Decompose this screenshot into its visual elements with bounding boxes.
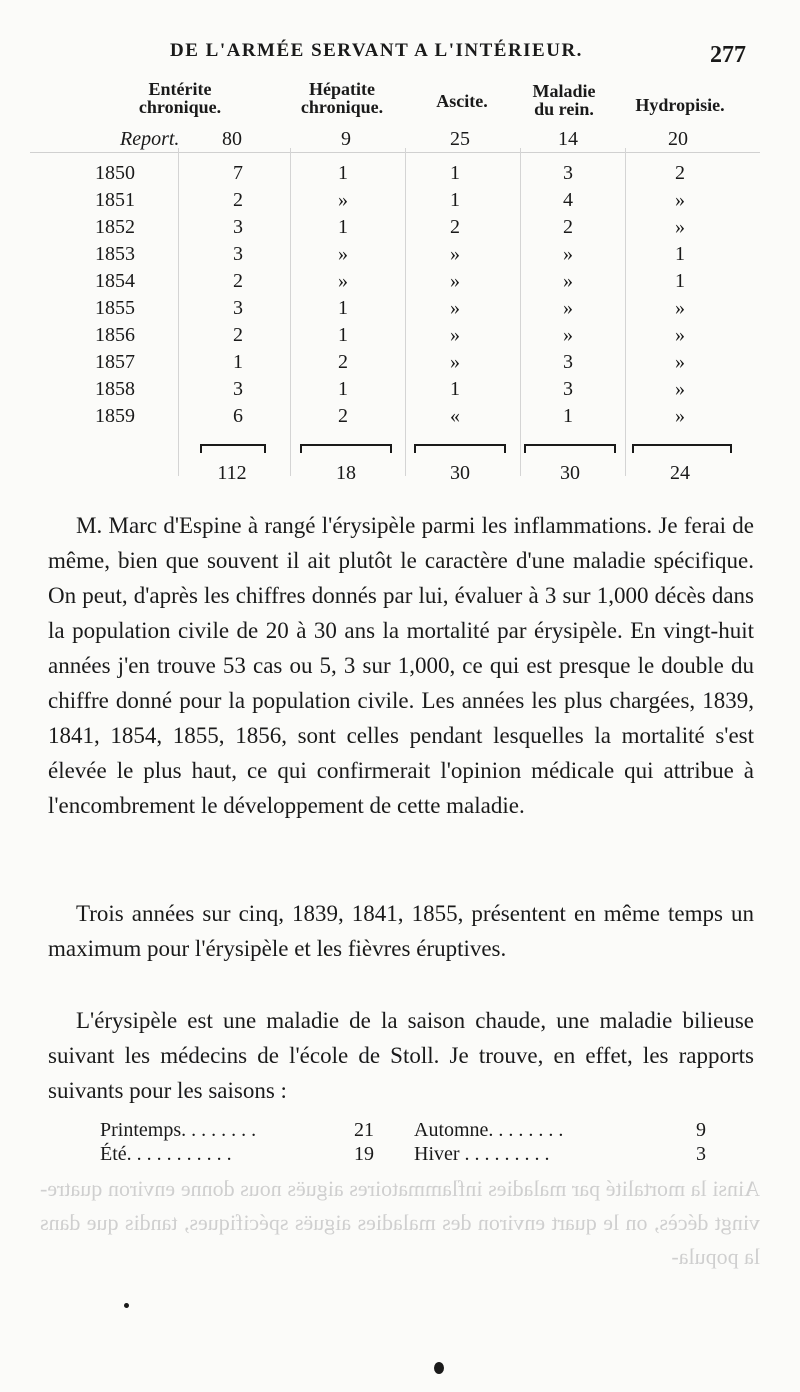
season-label: Printemps. . . . . . . . xyxy=(100,1119,257,1141)
table-cell: 6 xyxy=(233,405,243,427)
total-cell: 30 xyxy=(560,462,580,484)
table-row xyxy=(0,405,800,433)
total-cell: 30 xyxy=(450,462,470,484)
table-cell: » xyxy=(338,189,348,211)
table-cell: 2 xyxy=(233,189,243,211)
page-number: 277 xyxy=(710,42,746,68)
table-cell: » xyxy=(338,243,348,265)
year-label: 1854 xyxy=(95,270,135,292)
seasons-table xyxy=(100,1118,706,1166)
table-row xyxy=(0,270,800,298)
column-header-line: Maladie xyxy=(532,81,596,101)
table-cell: 3 xyxy=(563,378,573,400)
table-cell: » xyxy=(675,378,685,400)
table-cell: » xyxy=(675,405,685,427)
table-cell: 80 xyxy=(222,128,242,150)
table-cell: 1 xyxy=(450,189,460,211)
table-cell: » xyxy=(338,270,348,292)
table-cell: » xyxy=(675,351,685,373)
table-cell: » xyxy=(675,189,685,211)
table-cell: 2 xyxy=(233,324,243,346)
report-label: Report. xyxy=(120,128,180,150)
table-cell: 1 xyxy=(338,324,348,346)
column-header-hepatite xyxy=(272,80,412,116)
season-label: Hiver . . . . . . . . . xyxy=(414,1143,550,1165)
table-row xyxy=(0,297,800,325)
table-cell: » xyxy=(563,243,573,265)
table-cell: « xyxy=(450,405,460,427)
table-cell: 2 xyxy=(675,162,685,184)
table-cell: 1 xyxy=(563,405,573,427)
table-row xyxy=(0,216,800,244)
season-row xyxy=(100,1142,706,1166)
paragraph-erysipele: M. Marc d'Espine à rangé l'érysipèle parmi les inflammations. Je ferai de même, bien que souvent il ait plutôt le caractère d'une maladie spécifique. On peut, d'après les chiffres donnés par lui, évaluer à 3 sur 1,000 décès dans la population civile de 20 à 30 ans la mortalité par érysipèle. En vingt-huit années j'en trouve 53 cas ou 5, 3 sur 1,000, ce qui est presque le double du chiffre donné pour la population civile. Les années les plus chargées, 1839, 1841, 1854, 1855, 1856, sont celles pendant lesquelles la mortalité s'est élevée le plus haut, ce qui confirmerait l'opinion médicale qui attribue à l'encombrement le développement de cette maladie. xyxy=(48,513,754,818)
table-cell: » xyxy=(675,297,685,319)
table-cell: 1 xyxy=(338,162,348,184)
year-label: 1853 xyxy=(95,243,135,265)
column-header-line: chronique. xyxy=(300,97,384,117)
table-cell: 3 xyxy=(233,216,243,238)
column-header-line: Hépatite xyxy=(309,79,375,99)
column-header-line: Entérite xyxy=(148,79,212,99)
season-label: Automne. . . . . . . . xyxy=(414,1119,564,1141)
season-value: 9 xyxy=(696,1119,706,1141)
running-title: DE L'ARMÉE SERVANT A L'INTÉRIEUR. xyxy=(170,40,583,61)
year-label: 1855 xyxy=(95,297,135,319)
table-cell: 1 xyxy=(338,378,348,400)
ink-dot xyxy=(434,1362,444,1374)
table-cell: 1 xyxy=(675,243,685,265)
table-cell: 1 xyxy=(233,351,243,373)
sum-rule xyxy=(632,444,732,446)
year-label: 1850 xyxy=(95,162,135,184)
table-cell: 7 xyxy=(233,162,243,184)
column-header-line: Hydropisie. xyxy=(635,95,725,115)
table-cell: 3 xyxy=(233,243,243,265)
season-label: Été. . . . . . . . . . . xyxy=(100,1143,232,1165)
table-cell: 2 xyxy=(563,216,573,238)
table-cell: » xyxy=(563,324,573,346)
season-value: 3 xyxy=(696,1143,706,1165)
column-header-line: chronique. xyxy=(138,97,222,117)
table-row xyxy=(0,243,800,271)
paragraph-annees: Trois années sur cinq, 1839, 1841, 1855, présentent en même temps un maximum pour l'érysipèle et les fièvres éruptives. xyxy=(48,901,754,961)
sum-rule xyxy=(524,444,616,446)
column-header-line: Ascite. xyxy=(436,91,488,111)
table-cell: 2 xyxy=(450,216,460,238)
table-row xyxy=(0,324,800,352)
season-value: 21 xyxy=(354,1119,374,1141)
paragraph-saisons: L'érysipèle est une maladie de la saison chaude, une maladie bilieuse suivant les médecins de l'école de Stoll. Je trouve, en effet, les rapports suivants pour les saisons : xyxy=(48,1008,754,1103)
year-label: 1852 xyxy=(95,216,135,238)
table-cell: 9 xyxy=(341,128,351,150)
total-cell: 24 xyxy=(670,462,690,484)
ink-dot xyxy=(124,1303,129,1308)
column-header-hydropisie xyxy=(615,96,745,114)
table-row-totals xyxy=(0,462,800,490)
table-cell: 1 xyxy=(675,270,685,292)
table-row xyxy=(0,189,800,217)
table-cell: 20 xyxy=(668,128,688,150)
table-cell: » xyxy=(675,324,685,346)
sum-rule xyxy=(300,444,392,446)
column-header-ascite xyxy=(412,92,512,110)
table-cell: » xyxy=(450,297,460,319)
year-label: 1858 xyxy=(95,378,135,400)
table-cell: » xyxy=(450,324,460,346)
table-cell: 1 xyxy=(338,216,348,238)
table-cell: 3 xyxy=(563,162,573,184)
table-cell: 3 xyxy=(563,351,573,373)
table-cell: » xyxy=(563,270,573,292)
table-cell: 2 xyxy=(338,351,348,373)
year-label: 1851 xyxy=(95,189,135,211)
table-cell: 4 xyxy=(563,189,573,211)
season-value: 19 xyxy=(354,1143,374,1165)
table-cell: 2 xyxy=(338,405,348,427)
table-cell: » xyxy=(675,216,685,238)
table-cell: 14 xyxy=(558,128,578,150)
table-cell: 25 xyxy=(450,128,470,150)
table-cell: 1 xyxy=(450,162,460,184)
column-header-enterite xyxy=(110,80,250,116)
table-cell: » xyxy=(450,270,460,292)
sum-rule xyxy=(200,444,266,446)
year-label: 1859 xyxy=(95,405,135,427)
bleed-through-text: Ainsi la mortalité par maladies inflammatoires aiguës nous donne environ quatre-vingt décès, on le quart environ des maladies aiguës spécifiques, tandis que dans la popula- xyxy=(40,1176,760,1269)
table-cell: 2 xyxy=(233,270,243,292)
table-row-report xyxy=(0,128,800,156)
table-cell: » xyxy=(450,243,460,265)
total-cell: 18 xyxy=(336,462,356,484)
season-row xyxy=(100,1118,706,1142)
table-row xyxy=(0,378,800,406)
year-label: 1856 xyxy=(95,324,135,346)
table-cell: » xyxy=(563,297,573,319)
year-label: 1857 xyxy=(95,351,135,373)
table-cell: » xyxy=(450,351,460,373)
table-row xyxy=(0,162,800,190)
column-header-maladie-rein xyxy=(504,82,624,118)
sum-rule xyxy=(414,444,506,446)
table-cell: 3 xyxy=(233,378,243,400)
table-cell: 1 xyxy=(450,378,460,400)
table-row xyxy=(0,351,800,379)
table-cell: 3 xyxy=(233,297,243,319)
total-cell: 112 xyxy=(217,462,247,484)
column-header-line: du rein. xyxy=(534,99,594,119)
table-cell: 1 xyxy=(338,297,348,319)
